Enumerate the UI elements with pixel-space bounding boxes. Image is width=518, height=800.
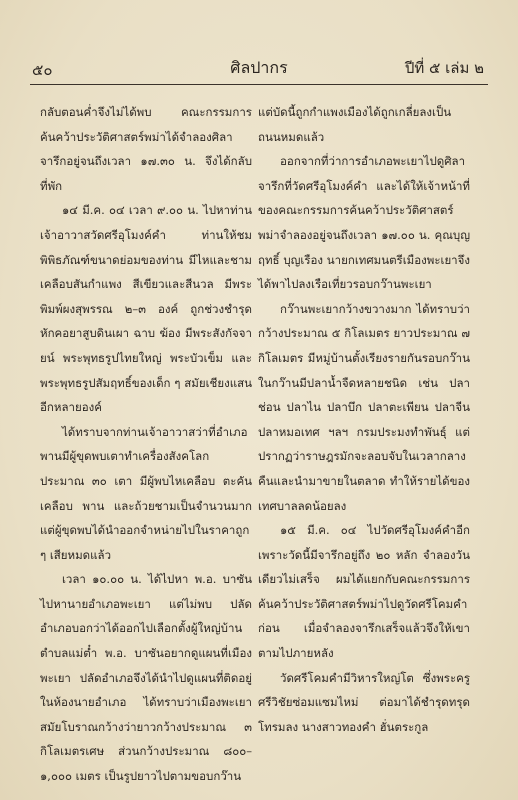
- paragraph: วัดศรีโคมคำมีวิหารใหญ่โต ซึ่งพระครูศรีวิชัยซ่อมแซมไหม่ ต่อมาได้ชำรุดทรุดโทรมลง นางสาวทองคำ ฮั่นตระกูล: [258, 670, 470, 734]
- page-header: [30, 56, 488, 80]
- issue-label: ปีที่ ๕ เล่ม ๒: [404, 59, 484, 77]
- right-column: [258, 100, 470, 739]
- paragraph: ได้ทราบจากท่านเจ้าอาวาสว่าที่อำเภอพานมีผู้ขุดพบเตาทำเครื่องสังคโลก ประมาณ ๓๐ เตา มีผู้พบไหเคลือบ ตะคันเคลือบ พาน และถ้วยชามเป็นจำนวนมาก แต่ผู้ขุดพบได้นำออกจำหน่ายไปในราคาถูก ๆ เสียหมดแล้ว: [40, 424, 252, 562]
- paragraph: เวลา ๑๐.๐๐ น. ได้ไปหา พ.อ. บาซันไปหานายอำเภอพะเยา แต่ไม่พบ ปลัดอำเภอบอกว่าได้ออกไปเลือกตั้งผู้ใหญ่บ้านตำบลแม่ต๋ำ พ.อ. บาซันอยากดูแผนที่เมืองพะเยา ปลัดอำเภอจึงได้นำไปดูแผนที่ติดอยู่ในห้องนายอำเภอ ได้ทราบว่าเมืองพะเยาสมัยโบราณกว้างว่ายาวกว้างประมาณ ๓ กิโลเมตรเศษ ส่วนกว้างประมาณ ๘๐๐–๑,๐๐๐ เมตร เป็นรูปยาวไปตามขอบกว๊าน: [40, 572, 252, 784]
- paragraph: แต่บัดนี้ถูกกำแพงเมืองได้ถูกเกลี่ยลงเป็นถนนหมดแล้ว: [258, 105, 452, 144]
- left-column: [40, 100, 252, 789]
- paragraph: กลับตอนค่ำจึงไม่ได้พบ คณะกรรมการค้นคว้าประวัติศาสตร์พม่าได้จำลองศิลาจารึกอยู่จนถึงเวลา ๑๗.๓๐ น. จึงได้กลับที่พัก: [40, 105, 252, 193]
- header-rule: [30, 84, 488, 85]
- page-number: ๕๐: [32, 61, 53, 79]
- journal-title: ศิลปากร: [230, 58, 288, 77]
- paragraph: ออกจากที่ว่าการอำเภอพะเยาไปดูศิลาจารึกที่วัดศรีอุโมงค์คำ และได้ให้เจ้าหน้าที่ของคณะกรรมการค้นคว้าประวัติศาสตร์พม่าจำลองอยู่จนถึงเวลา ๑๗.๐๐ น. คุณบุญฤทธิ์ บุญเรือง นายกเทศมนตรีเมืองพะเยาจึงได้พาไปลงเรือเที่ยวรอบกว๊านพะเยา: [258, 154, 470, 292]
- paragraph: ๑๕ มี.ค. ๐๔ ไปวัดศรีอุโมงค์คำอีก เพราะวัดนี้มีจารึกอยู่ถึง ๒๐ หลัก จำลองวันเดียวไม่เสร็จ ผมได้แยกกับคณะกรรมการค้นคว้าประวัติศาสตร์พม่าไปดูวัดศรีโคมคำก่อน เมื่อจำลองจารึกเสร็จแล้วจึงให้เขาตามไปภายหลัง: [258, 523, 470, 661]
- paragraph: ๑๔ มี.ค. ๐๔ เวลา ๙.๐๐ น. ไปหาท่านเจ้าอาวาสวัดศรีอุโมงค์คำ ท่านให้ชมพิพิธภัณฑ์ขนาดย่อมของท่าน มีไหและชามเคลือบสันกำแพง สีเขียวและสีนวล มีพระพิมพ์ผงสุพรรณ ๒–๓ องค์ ถูกช่วงชำรุด หักคอยาสูบดินเผา ฉาบ ฆ้อง มีพระสังกัจจายน์ พระพุทธรูปไทยใหญ่ พระบัวเข็ม และพระพุทธรูปสัมฤทธิ์ของเด็ก ๆ สมัยเชียงแสนอีกหลายองค์: [40, 203, 252, 415]
- paragraph: กว๊านพะเยากว้างขวางมาก ได้ทราบว่ากว้างประมาณ ๕ กิโลเมตร ยาวประมาณ ๗ กิโลเมตร มีหมู่บ้านตั้งเรียงรายกันรอบกว๊าน ในกว๊านมีปลาน้ำจืดหลายชนิด เช่น ปลาช่อน ปลาไน ปลาบึก ปลาตะเพียน ปลาจีน ปลาหมอเทศ ฯลฯ กรมประมงทำพันธุ์ แต่ปรากฏว่าราษฎรมักจะลอบจับในเวลากลางคืนและนำมาขายในตลาด ทำให้รายได้ของเทศบาลลดน้อยลง: [258, 301, 470, 513]
